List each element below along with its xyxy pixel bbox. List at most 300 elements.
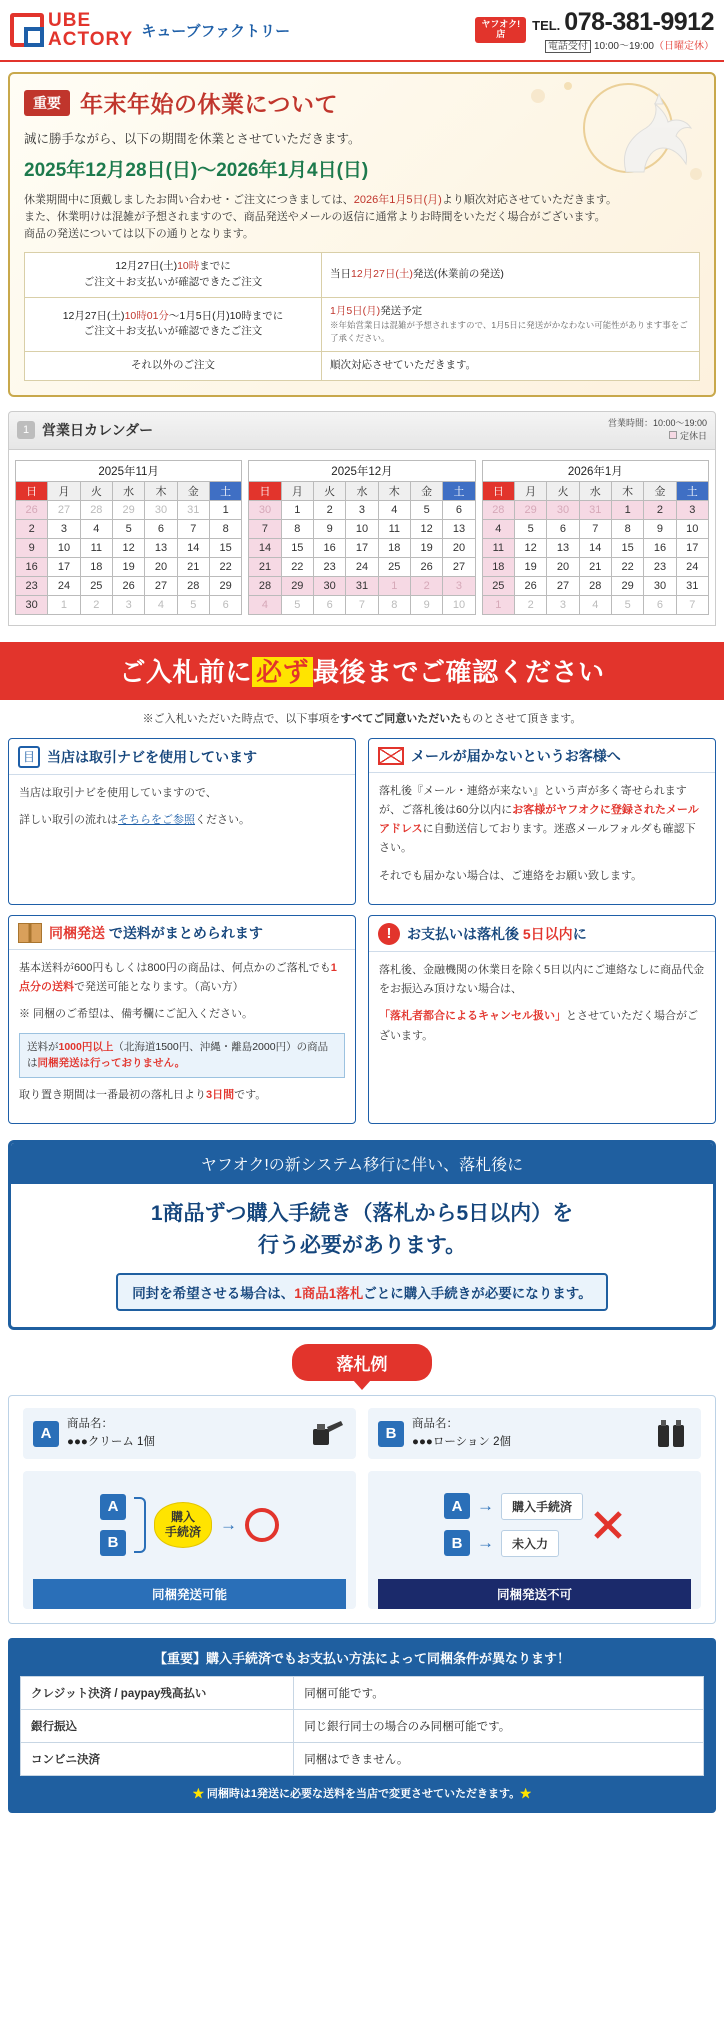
- logo-icon: [10, 13, 44, 47]
- calendar-day: 18: [482, 557, 514, 576]
- yahoo-auction-badge: [475, 17, 526, 43]
- cond-b: それ以外のご注文: [131, 358, 215, 371]
- box-body: [369, 952, 715, 1046]
- calendar-day: 26: [410, 557, 442, 576]
- calendar-day: 22: [209, 557, 241, 576]
- month-title: 2026年1月: [482, 460, 709, 481]
- example-flow: [23, 1471, 701, 1609]
- package-icon: [18, 923, 42, 943]
- calendar-day: 10: [48, 538, 80, 557]
- flow-row-b: [444, 1530, 583, 1557]
- table-row: [25, 351, 700, 380]
- telephone-block: [532, 8, 714, 52]
- calendar-day: 1: [281, 500, 313, 519]
- tel-number: 078-381-9912: [564, 8, 714, 36]
- system-pill: [116, 1273, 607, 1311]
- box-line2: [19, 811, 345, 830]
- calendar-month: [482, 460, 709, 615]
- calendar-day: 25: [80, 576, 112, 595]
- calendar-day: 28: [579, 576, 611, 595]
- calendar-day: 18: [378, 538, 410, 557]
- calendar-day: 4: [145, 595, 177, 614]
- bid-example-section: [8, 1344, 716, 1624]
- calendar-day: 8: [209, 519, 241, 538]
- mail-p1: [379, 782, 705, 859]
- list-item: [23, 1408, 356, 1459]
- calendar-day: 7: [177, 519, 209, 538]
- redbar-pre: ご入札前に: [119, 656, 252, 687]
- calendar-day: 1: [209, 500, 241, 519]
- table-row: [21, 1676, 704, 1709]
- pill-red: 1商品1落札: [294, 1286, 364, 1302]
- flow-ok-footer: 同梱発送可能: [33, 1579, 346, 1609]
- weekday-fri: 金: [644, 481, 676, 500]
- calendar-week: [16, 557, 242, 576]
- calendar-day: 3: [443, 576, 475, 595]
- calendar-day: 5: [514, 519, 546, 538]
- mail-p1red: お客様がヤフオクに登録されたメールアドレス: [379, 803, 699, 836]
- weekday-wed: 水: [112, 481, 144, 500]
- business-hours-label: 営業時間：10:00〜19:00: [607, 417, 707, 428]
- table-row: [21, 1709, 704, 1742]
- calendar-week: [16, 519, 242, 538]
- payment-conditions-title: 【重要】購入手続済でもお支払い方法によって同梱条件が異なります！: [153, 1650, 570, 1666]
- calendar-week: [482, 595, 708, 614]
- weekday-sun: 日: [482, 481, 514, 500]
- cond-line2: ご注文＋お支払いが確認できたご注文: [83, 325, 263, 338]
- notice-intro: 誠に勝手ながら、以下の期間を休業とさせていただきます。: [24, 132, 361, 146]
- weekday-mon: 月: [281, 481, 313, 500]
- logo-japanese-name: キューブファクトリー: [141, 22, 291, 40]
- tag-purchase-complete: 購入手続済: [501, 1493, 583, 1520]
- calendar-day: 2: [514, 595, 546, 614]
- system-line1: 1商品ずつ購入手続き（落札から5日以内）を: [150, 1202, 574, 1226]
- ship-p3: [19, 1086, 345, 1105]
- pill-a: 同封を希望させる場合は、: [132, 1286, 295, 1302]
- schedule-condition: [25, 351, 322, 380]
- cream-bottle-icon: [306, 1417, 346, 1451]
- res-b: 発送予定: [380, 304, 423, 317]
- calendar-day: 28: [80, 500, 112, 519]
- calendar-day: 7: [676, 595, 708, 614]
- shipping-fee-note: [20, 1785, 704, 1801]
- calendar-day: 10: [443, 595, 475, 614]
- holiday-swatch-icon: [669, 431, 677, 439]
- mail-icon: [378, 747, 404, 765]
- calendar-day: 23: [644, 557, 676, 576]
- calendar-day: 27: [48, 500, 80, 519]
- yahoo-badge-line1: ヤフオク!: [481, 19, 521, 30]
- calendar-day: 20: [145, 557, 177, 576]
- pill-b: ごとに購入手続きが必要になります。: [363, 1286, 592, 1302]
- calendar-day: 5: [410, 500, 442, 519]
- calendar-day: 23: [16, 576, 48, 595]
- calendar-day: 4: [482, 519, 514, 538]
- calendar-day: 16: [644, 538, 676, 557]
- calendar-day: 14: [579, 538, 611, 557]
- calendar-day: 16: [16, 557, 48, 576]
- calendar-day: 9: [410, 595, 442, 614]
- hl-red1: 1000円以上: [58, 1040, 114, 1053]
- calendar-day: 25: [482, 576, 514, 595]
- item-name: ●●●ローション 2個: [412, 1435, 511, 1448]
- new-system-section: [8, 1140, 716, 1330]
- calendar-day: 6: [644, 595, 676, 614]
- table-row: [21, 1742, 704, 1775]
- calendar-day: 14: [177, 538, 209, 557]
- calendar-day: 13: [145, 538, 177, 557]
- calendar-day: 9: [644, 519, 676, 538]
- box-header: [369, 739, 715, 773]
- month-body: [482, 500, 708, 614]
- payment-method: クレジット決済 / paypay残高払い: [21, 1676, 294, 1709]
- payment-condition: 同梱はできません。: [294, 1742, 704, 1775]
- schedule-condition: [25, 253, 322, 298]
- calendar-week: [249, 557, 475, 576]
- calendar-day: 26: [16, 500, 48, 519]
- tel-hours: 10:00〜19:00: [593, 41, 654, 52]
- calendar-day: 10: [346, 519, 378, 538]
- document-icon: 目: [18, 746, 40, 768]
- schedule-result: [322, 297, 700, 351]
- calendar-day: 11: [80, 538, 112, 557]
- system-header: ヤフオク!の新システム移行に伴い、落札後に: [11, 1143, 713, 1184]
- item-label: 商品名：: [67, 1418, 113, 1431]
- lotion-bottles-icon: [651, 1417, 691, 1451]
- box-body: [369, 773, 715, 886]
- flow-ok: [23, 1471, 356, 1609]
- cond-b: までに: [199, 260, 231, 273]
- calendar-day: 10: [676, 519, 708, 538]
- flow-badges: [100, 1494, 126, 1556]
- schedule-result: [322, 351, 700, 380]
- calendar-month: [15, 460, 242, 615]
- circle-ok-icon: [245, 1508, 279, 1542]
- star-icon-right: ★: [520, 1787, 532, 1800]
- section-number: 1: [17, 421, 35, 439]
- notice-period: 2025年12月28日(日)〜2026年1月4日(日): [24, 160, 369, 181]
- hl-a: 送料が: [27, 1040, 59, 1053]
- box-body: [9, 775, 355, 831]
- payment-conditions-table: [20, 1676, 704, 1776]
- logo-line1: UBE: [48, 10, 92, 31]
- tel-reception-label: 電話受付: [545, 40, 591, 53]
- calendar-day: 17: [346, 538, 378, 557]
- calendar-week: [482, 576, 708, 595]
- info-boxes: [8, 738, 716, 1125]
- flow-ng: [368, 1471, 701, 1609]
- cross-ng-icon: [591, 1508, 625, 1542]
- calendar-day: 28: [482, 500, 514, 519]
- cond-b: 〜1月5日(月)10時までに: [168, 309, 284, 322]
- redbar-highlight: 必ず: [252, 657, 313, 687]
- notice-body-line3: 商品の発送については以下の通りとなります。: [24, 228, 254, 241]
- cond-a: 12月27日(土): [115, 260, 178, 273]
- calendar-day: 2: [80, 595, 112, 614]
- calendar-day: 27: [443, 557, 475, 576]
- month-grid: [482, 481, 709, 615]
- holiday-notice-banner: [8, 72, 716, 397]
- pay-p2b: とさせていただく場合がございます。: [379, 1010, 698, 1042]
- arrow-icon: →: [476, 1496, 494, 1516]
- weekday-mon: 月: [48, 481, 80, 500]
- stamp-line1: 購入: [170, 1509, 195, 1524]
- calendar-week: [249, 595, 475, 614]
- agreement-note: [0, 710, 724, 726]
- calendar-months: [8, 450, 716, 626]
- calendar-day: 29: [209, 576, 241, 595]
- calendar-day: 31: [676, 576, 708, 595]
- box-header: [9, 916, 355, 950]
- weekday-tue: 火: [313, 481, 345, 500]
- calendar-day: 12: [112, 538, 144, 557]
- ship-p1b: で発送可能となります。（高い方）: [74, 981, 244, 994]
- box-title: [49, 923, 263, 943]
- calendar-week: [16, 538, 242, 557]
- calendar-day: 24: [48, 576, 80, 595]
- calendar-day: 5: [177, 595, 209, 614]
- calendar-day: 6: [209, 595, 241, 614]
- box-header: [369, 916, 715, 952]
- calendar-week: [16, 576, 242, 595]
- weekday-wed: 水: [579, 481, 611, 500]
- calendar-day: 1: [482, 595, 514, 614]
- calendar-day: 28: [177, 576, 209, 595]
- box-combined-shipping: [8, 915, 356, 1125]
- box-title: 当店は取引ナビを使用しています: [47, 748, 257, 765]
- tel-label: TEL.: [532, 18, 561, 33]
- calendar-day: 28: [249, 576, 281, 595]
- calendar-day: 25: [378, 557, 410, 576]
- torihiki-navi-link[interactable]: そちらをご参照: [118, 813, 195, 826]
- calendar-day: 1: [48, 595, 80, 614]
- calendar-day: 21: [249, 557, 281, 576]
- box-torihiki-navi: [8, 738, 356, 905]
- flow-ok-row: [33, 1483, 346, 1567]
- calendar-week: [249, 500, 475, 519]
- flow-ng-footer: 同梱発送不可: [378, 1579, 691, 1609]
- calendar-day: 29: [611, 576, 643, 595]
- table-row: [25, 297, 700, 351]
- agreement-a: ※ご入札いただいた時点で、以下事項を: [142, 712, 341, 725]
- calendar-day: 20: [547, 557, 579, 576]
- calendar-day: 30: [145, 500, 177, 519]
- calendar-day: 17: [48, 557, 80, 576]
- weekday-sat: 土: [676, 481, 708, 500]
- shipping-schedule-table: [24, 252, 700, 381]
- calendar-day: 6: [313, 595, 345, 614]
- weekday-sat: 土: [209, 481, 241, 500]
- calendar-day: 3: [112, 595, 144, 614]
- calendar-day: 19: [112, 557, 144, 576]
- calendar-day: 3: [676, 500, 708, 519]
- ship-p1red: 1点分の送料: [19, 961, 337, 994]
- item-name: ●●●クリーム 1個: [67, 1435, 155, 1448]
- flow-badge-b: B: [100, 1530, 126, 1556]
- cond-line2: ご注文＋お支払いが確認できたご注文: [83, 275, 263, 288]
- calendar-week: [249, 519, 475, 538]
- flow-badge-a: A: [100, 1494, 126, 1520]
- site-header: [0, 0, 724, 62]
- month-grid: [248, 481, 475, 615]
- notice-body1red: 2026年1月5日(月): [353, 194, 442, 206]
- mail-p2: それでも届かない場合は、ご連絡をお願い致します。: [379, 869, 643, 882]
- system-body: [11, 1184, 713, 1327]
- exclamation-icon: !: [378, 923, 400, 945]
- calendar-day: 23: [313, 557, 345, 576]
- month-grid: [15, 481, 242, 615]
- box-body: [9, 950, 355, 1106]
- pay-p1: 落札後、金融機関の休業日を除く5日以内にご連絡なしに商品代金をお振込み頂けない場合は、: [379, 963, 705, 996]
- calendar-day: 26: [514, 576, 546, 595]
- payment-method: コンビニ決済: [21, 1742, 294, 1775]
- ship-p1a: 基本送料が600円もしくは800円の商品は、何点かのご落札でも: [19, 961, 331, 974]
- pay-title-post: に: [572, 925, 587, 942]
- calendar-day: 30: [313, 576, 345, 595]
- calendar-day: 19: [514, 557, 546, 576]
- ship-p3a: 取り置き期間は一番最初の落札日より: [19, 1089, 206, 1102]
- confirm-before-bid-banner: [0, 642, 724, 700]
- calendar-day: 7: [249, 519, 281, 538]
- calendar-day: 27: [547, 576, 579, 595]
- example-title: 落札例: [292, 1344, 432, 1381]
- yahoo-badge-line2: 店: [496, 29, 506, 39]
- ship-p3b: です。: [234, 1089, 267, 1102]
- flow-badge-b: B: [444, 1530, 470, 1556]
- link-post: ください。: [195, 813, 250, 826]
- ship-p3red: 3日間: [206, 1089, 235, 1102]
- calendar-day: 11: [482, 538, 514, 557]
- calendar-day: 2: [644, 500, 676, 519]
- weekday-thu: 木: [378, 481, 410, 500]
- calendar-day: 20: [443, 538, 475, 557]
- pay-title-pre: お支払いは落札後: [407, 925, 523, 942]
- calendar-day: 15: [209, 538, 241, 557]
- calendar-week: [16, 595, 242, 614]
- calendar-day: 4: [378, 500, 410, 519]
- res-a: 順次対応させていただきます。: [330, 358, 477, 371]
- calendar-day: 29: [112, 500, 144, 519]
- box-title: メールが届かないというお客様へ: [411, 747, 621, 764]
- box-title-post: で送料がまとめられます: [105, 924, 263, 941]
- calendar-day: 17: [676, 538, 708, 557]
- calendar-day: 21: [579, 557, 611, 576]
- mail-p1a: 落札後『メール・連絡が来ない』という声が多く寄せられますが、ご落札後は60分以内に: [379, 784, 687, 816]
- calendar-day: 31: [346, 576, 378, 595]
- holiday-label: 定休日: [679, 431, 707, 442]
- weekday-tue: 火: [547, 481, 579, 500]
- calendar-day: 7: [579, 519, 611, 538]
- box-mail-not-received: [368, 738, 716, 905]
- calendar-day: 12: [410, 519, 442, 538]
- hl-b: （北海道1500円、沖縄・離島2000円）の商品は: [27, 1040, 329, 1070]
- calendar-day: 29: [281, 576, 313, 595]
- month-body: [16, 500, 242, 614]
- calendar-day: 27: [145, 576, 177, 595]
- weekday-fri: 金: [410, 481, 442, 500]
- weekday-sun: 日: [249, 481, 281, 500]
- res-red: 1月5日(月): [330, 304, 381, 317]
- list-item: [368, 1408, 701, 1459]
- calendar-day: 24: [346, 557, 378, 576]
- calendar-day: 16: [313, 538, 345, 557]
- calendar-day: 4: [80, 519, 112, 538]
- res-a: 当日: [330, 268, 351, 281]
- footer-spacer: [0, 1813, 724, 1827]
- calendar-day: 7: [346, 595, 378, 614]
- calendar-day: 30: [547, 500, 579, 519]
- payment-condition: 同梱可能です。: [294, 1676, 704, 1709]
- calendar-day: 6: [547, 519, 579, 538]
- calendar-day: 8: [611, 519, 643, 538]
- calendar-day: 1: [378, 576, 410, 595]
- mail-p1b: に自動送信しております。迷惑メールフォルダも確認下さい。: [379, 823, 696, 855]
- arrow-icon: →: [476, 1533, 494, 1553]
- calendar-day: 18: [80, 557, 112, 576]
- hl-red2: 同梱発送は行っておりません。: [37, 1057, 186, 1070]
- star-icon-left: ★: [192, 1787, 204, 1800]
- calendar-day: 22: [281, 557, 313, 576]
- calendar-day: 6: [145, 519, 177, 538]
- month-title: 2025年11月: [15, 460, 242, 481]
- notice-body: [24, 192, 700, 243]
- res-red: 12月27日(土): [351, 268, 413, 281]
- calendar-day: 5: [112, 519, 144, 538]
- calendar-day: 3: [547, 595, 579, 614]
- res-note: ※年始営業日は混雑が予想されますので、1月5日に発送がかなわない可能性があります事をご了承ください。: [330, 320, 688, 344]
- weekday-fri: 金: [177, 481, 209, 500]
- cond-a: 12月27日(土): [62, 309, 125, 322]
- calendar-day: 13: [443, 519, 475, 538]
- calendar-day: 13: [547, 538, 579, 557]
- month-title: 2025年12月: [248, 460, 475, 481]
- pay-title-red: 5日以内: [522, 925, 573, 942]
- weekday-wed: 水: [346, 481, 378, 500]
- calendar-day: 5: [611, 595, 643, 614]
- calendar-week: [482, 500, 708, 519]
- item-badge-a: A: [33, 1421, 59, 1447]
- weekday-tue: 火: [80, 481, 112, 500]
- notice-body1b: より順次対応させていただきます。: [441, 194, 617, 206]
- calendar-day: 9: [16, 538, 48, 557]
- calendar-day: 15: [281, 538, 313, 557]
- tel-holiday: （日曜定休）: [654, 41, 714, 52]
- calendar-day: 2: [313, 500, 345, 519]
- month-body: [249, 500, 475, 614]
- calendar-day: 1: [611, 500, 643, 519]
- calendar-day: 11: [378, 519, 410, 538]
- flow-ng-row: [378, 1483, 691, 1567]
- payment-method: 銀行振込: [21, 1709, 294, 1742]
- calendar-title: 営業日カレンダー: [42, 422, 154, 439]
- notice-body1a: 休業期間中に頂戴しましたお問い合わせ・ご注文につきましては、: [24, 194, 354, 206]
- stamp-line2: 手続済: [164, 1524, 201, 1539]
- calendar-day: 31: [177, 500, 209, 519]
- weekday-sat: 土: [443, 481, 475, 500]
- calendar-day: 30: [16, 595, 48, 614]
- calendar-day: 5: [281, 595, 313, 614]
- agreement-c: ものとさせて頂きます。: [461, 712, 582, 725]
- item-text: [67, 1416, 155, 1451]
- link-pre: 詳しい取引の流れは: [19, 813, 118, 826]
- table-row: [25, 253, 700, 298]
- payment-condition: 同じ銀行同士の場合のみ同梱可能です。: [294, 1709, 704, 1742]
- flow-row-a: [444, 1493, 583, 1520]
- box-line1: 当店は取引ナビを使用していますので、: [19, 786, 217, 799]
- tag-not-entered: 未入力: [501, 1530, 559, 1557]
- box-payment-deadline: [368, 915, 716, 1125]
- logo-line2: ACTORY: [48, 29, 134, 50]
